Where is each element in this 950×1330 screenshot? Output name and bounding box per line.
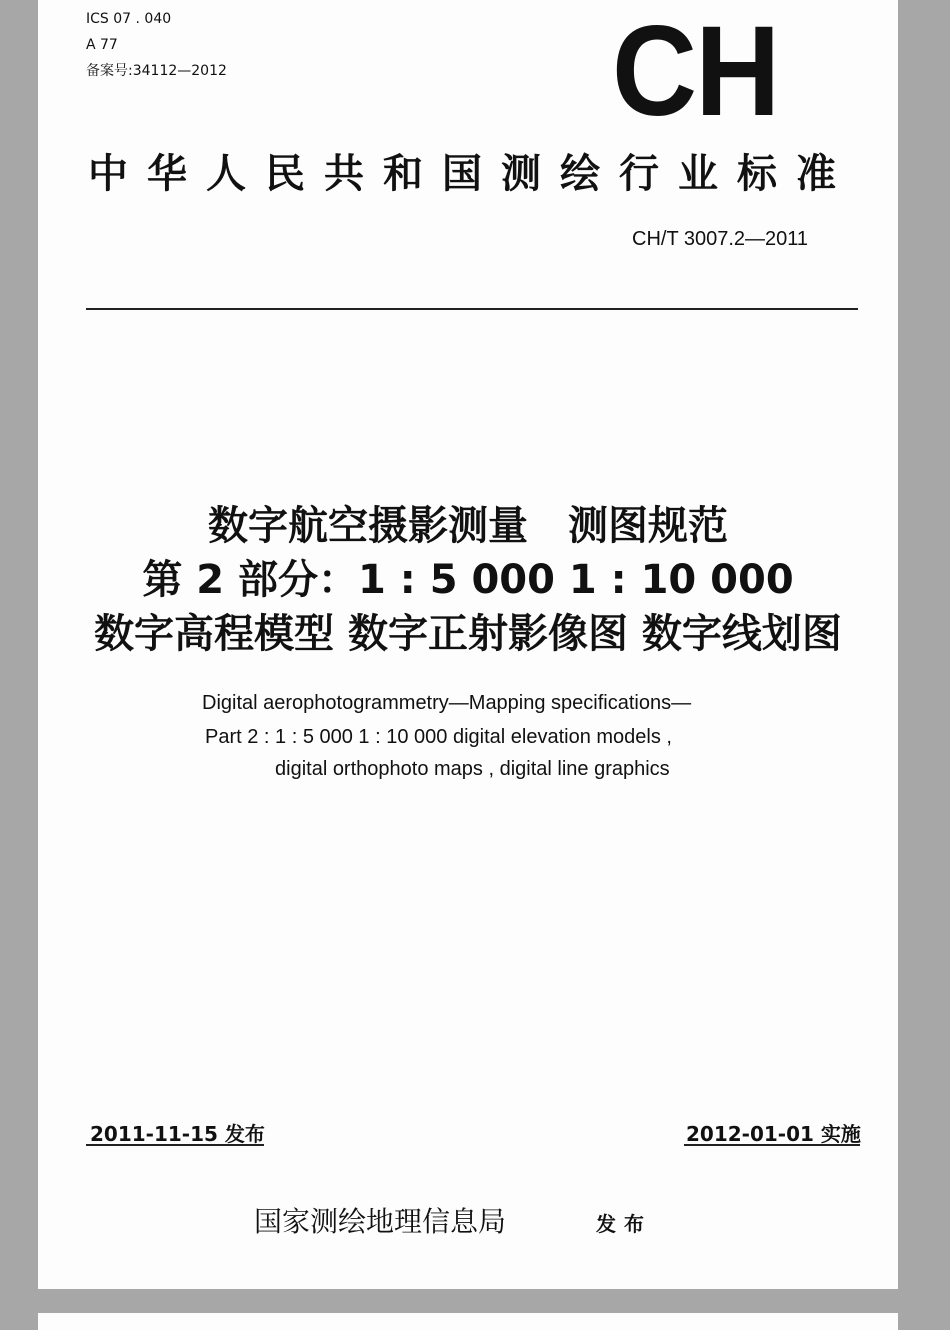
implement-date-underline [684,1144,860,1146]
issuing-authority: 国家测绘地理信息局 [254,1205,507,1238]
ics-code: ICS 07 . 040 [86,11,172,27]
standard-code: CH/T 3007.2—2011 [632,228,809,250]
filing-number: 备案号:34112—2012 [86,63,227,79]
document-page [38,0,898,1289]
release-date-underline [86,1144,264,1146]
classification-code: A 77 [86,37,118,53]
title-cn-line3: 数字高程模型 数字正射影像图 数字线划图 [94,611,842,657]
title-en-line2: Part 2 : 1 : 5 000 1 : 10 000 digital elevation models , [205,726,672,748]
ch-logo: CH [612,0,779,143]
next-page-edge [38,1313,898,1330]
title-cn-line2: 第 2 部分：1 : 5 000 1 : 10 000 [142,557,794,603]
title-en-line3: digital orthophoto maps , digital line graphics [275,758,670,780]
issue-label: 发布 [596,1212,652,1236]
header-divider [86,308,858,310]
title-en-line1: Digital aerophotogrammetry—Mapping specifications— [202,692,692,714]
national-standard-title: 中华人民共和国测绘行业标准 [88,151,855,197]
implement-date: 2012-01-01 实施 [686,1122,861,1146]
release-date: 2011-11-15 发布 [90,1122,265,1146]
title-cn-line1: 数字航空摄影测量 测图规范 [208,503,728,549]
